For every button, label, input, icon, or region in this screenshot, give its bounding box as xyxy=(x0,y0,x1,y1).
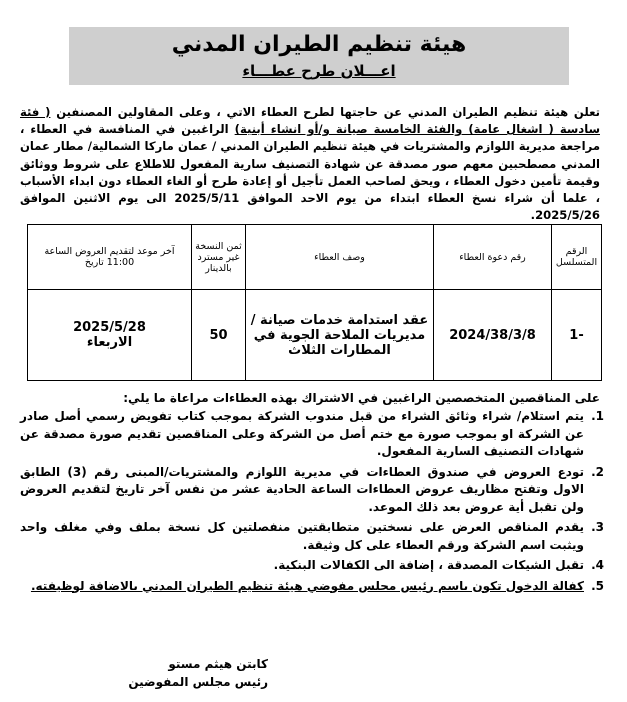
signature-block xyxy=(88,655,268,691)
col-header-description: وصف العطاء xyxy=(246,225,434,290)
list-item-number: 5. xyxy=(591,578,604,593)
cell-tender-no: 2024/38/3/8 xyxy=(434,290,552,381)
list-item xyxy=(20,408,604,461)
deadline-date: 2025/5/28 xyxy=(73,320,146,335)
conditions-list xyxy=(20,408,604,598)
list-item-text: تقبل الشيكات المصدقة ، إضافة الى الكفالات البنكية. xyxy=(273,558,584,572)
page-subtitle: اعـــلان طرح عطـــاء xyxy=(242,62,396,80)
list-item xyxy=(20,578,604,596)
list-item xyxy=(20,557,604,575)
intro-part-1: تعلن هيئة تنظيم الطيران المدني عن حاجتها لطرح العطاء الاتي ، وعلى المقاولين المصنفين xyxy=(56,105,600,119)
intro-part-3: الراغبين في المنافسة في العطاء ، مراجعة مديرية اللوازم والمشتريات في هيئة تنظيم الطيران المدني / عمان ماركا الشمالية/ مطار عمان المدني مصطحبين معهم صور مصدقة عن شهادة التصنيف سارية المفعول للاطلاع على شروط ووثائق وقيمة تأمين دخول العطاء ، ويحق لصاحب العمل تأجيل أو إعادة طرح أو الغاء العطاء دون ابداء الأسباب ، علما أن شراء نسخ العطاء ابتداء من يوم الاحد الموافق 2025/5/11 الى يوم الاثنين الموافق 2025/5/26. xyxy=(20,122,600,223)
col-header-price: ثمن النسخة غير مسترد بالدينار xyxy=(192,225,246,290)
cell-serial: -1 xyxy=(552,290,602,381)
page-title: هيئة تنظيم الطيران المدني xyxy=(171,32,467,57)
tender-table xyxy=(27,224,602,381)
header-banner xyxy=(69,27,569,85)
col-header-deadline: آخر موعد لتقديم العروض الساعة 11:00 تاريخ xyxy=(28,225,192,290)
list-item-text: تودع العروض في صندوق العطاءات في مديرية اللوازم والمشتريات/المبنى رقم (3) الطابق الاول وتفتح مظاريف عروض العطاءات الساعة الحادية عشر من نفس آخر تاريخ لتقديم العروض ولن تقبل أية عروض بعد ذلك الموعد. xyxy=(20,464,584,514)
list-item xyxy=(20,464,604,517)
signatory-role: رئيس مجلس المفوضين xyxy=(128,675,268,689)
list-item-number: 3. xyxy=(591,520,604,534)
col-header-tender-no: رقم دعوة العطاء xyxy=(434,225,552,290)
list-item-number: 2. xyxy=(591,464,604,479)
intro-part-2-categories: ( فئة سادسة ( اشغال عامة) والفئة الخامسة صيانة و/أو انشاء أبنية) xyxy=(20,105,600,137)
intro-paragraph xyxy=(20,104,600,224)
cell-price: 50 xyxy=(192,290,246,381)
deadline-day: الاربعاء xyxy=(86,335,133,350)
table-header-row xyxy=(28,225,602,290)
list-item-text: يتم استلام/ شراء وثائق الشراء من قبل مندوب الشركة بموجب كتاب تفويض رسمي أصل صادر عن الشركة او بموجب صورة مع ختم أصل من الشركة وعلى المناقصين تقديم صورة مصدقة عن شهادات التصنيف السارية المفعول. xyxy=(20,409,584,458)
table-row xyxy=(28,290,602,381)
list-item-number: 4. xyxy=(591,558,604,572)
cell-deadline xyxy=(28,290,192,381)
list-item-text: يقدم المناقص العرض على نسختين متطابقتين منفصلتين كل نسخة بملف وفي مغلف واحد ويثبت اسم الشركة ورقم العطاء على كل وثيقة. xyxy=(20,520,584,552)
list-item-number: 1. xyxy=(591,409,604,423)
list-item xyxy=(20,519,604,554)
cell-description: عقد استدامة خدمات صيانة / مديريات الملاحة الجوية في المطارات الثلاث xyxy=(246,290,434,381)
col-header-serial: الرقم المتسلسل xyxy=(552,225,602,290)
conditions-intro: على المناقصين المتخصصين الراغبين في الاشتراك بهذه العطاءات مراعاة ما يلي: xyxy=(123,391,600,405)
list-item-text: كفالة الدخول تكون باسم رئيس مجلس مفوضي هيئة تنظيم الطيران المدني بالاضافة لوظيفته. xyxy=(30,578,584,593)
signatory-name: كابتن هيثم مستو xyxy=(168,657,268,671)
